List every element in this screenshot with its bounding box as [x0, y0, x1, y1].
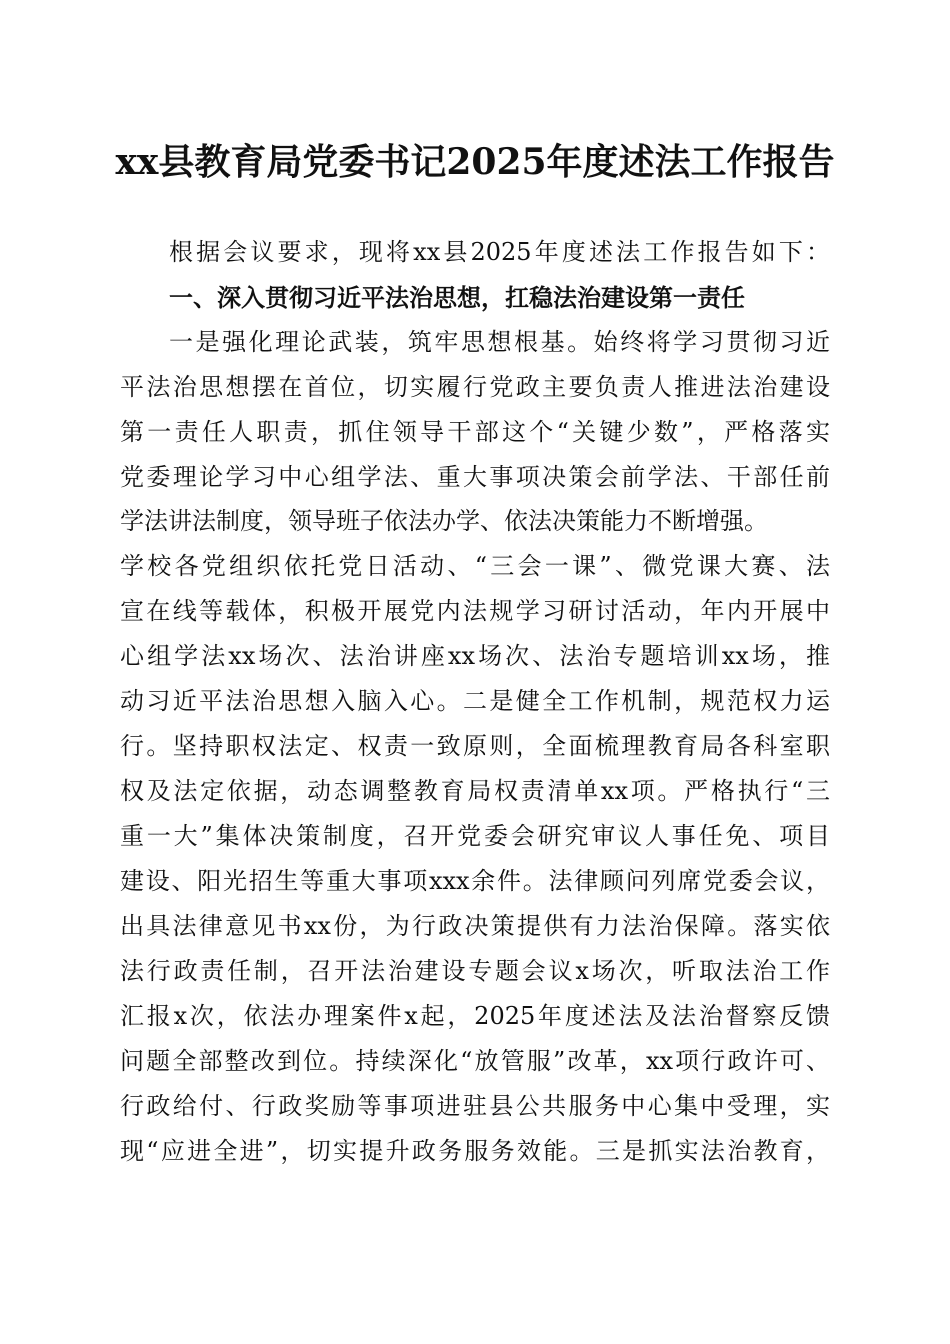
- body-line: 建设、阳光招生等重大事项xxx余件。法律顾问列席党委会议，: [120, 867, 830, 895]
- body-line: 学校各党组织依托党日活动、“三会一课”、微党课大赛、法: [120, 552, 830, 580]
- body-line: 出具法律意见书xx份，为行政决策提供有力法治保障。落实依: [120, 912, 830, 940]
- intro-paragraph: 根据会议要求，现将xx县2025年度述法工作报告如下：: [169, 238, 830, 266]
- body-line: 一是强化理论武装，筑牢思想根基。始终将学习贯彻习近: [169, 328, 830, 356]
- section-heading: 一、深入贯彻习近平法治思想，扛稳法治建设第一责任: [169, 283, 745, 312]
- body-line: 行。坚持职权法定、权责一致原则，全面梳理教育局各科室职: [120, 732, 830, 760]
- body-line: 现“应进全进”，切实提升政务服务效能。三是抓实法治教育，: [120, 1137, 830, 1165]
- document-title: xx县教育局党委书记2025年度述法工作报告: [115, 141, 835, 183]
- body-line: 平法治思想摆在首位，切实履行党政主要负责人推进法治建设: [120, 373, 830, 401]
- body-line: 重一大”集体决策制度，召开党委会研究审议人事任免、项目: [120, 822, 830, 850]
- body-line: 权及法定依据，动态调整教育局权责清单xx项。严格执行“三: [120, 777, 830, 805]
- body-line: 宣在线等载体，积极开展党内法规学习研讨活动，年内开展中: [120, 597, 830, 625]
- body-line: 动习近平法治思想入脑入心。二是健全工作机制，规范权力运: [120, 687, 830, 715]
- body-line: 问题全部整改到位。持续深化“放管服”改革，xx项行政许可、: [120, 1047, 830, 1075]
- body-line: 心组学法xx场次、法治讲座xx场次、法治专题培训xx场，推: [120, 642, 830, 670]
- body-line: 汇报x次，依法办理案件x起，2025年度述法及法治督察反馈: [120, 1002, 830, 1030]
- body-line: 法行政责任制，召开法治建设专题会议x场次，听取法治工作: [120, 957, 830, 985]
- body-line: 党委理论学习中心组学法、重大事项决策会前学法、干部任前: [120, 463, 830, 491]
- body-line: 学法讲法制度，领导班子依法办学、依法决策能力不断增强。: [120, 507, 768, 535]
- body-line: 行政给付、行政奖励等事项进驻县公共服务中心集中受理，实: [120, 1092, 830, 1120]
- body-line: 第一责任人职责，抓住领导干部这个“关键少数”，严格落实: [120, 418, 830, 446]
